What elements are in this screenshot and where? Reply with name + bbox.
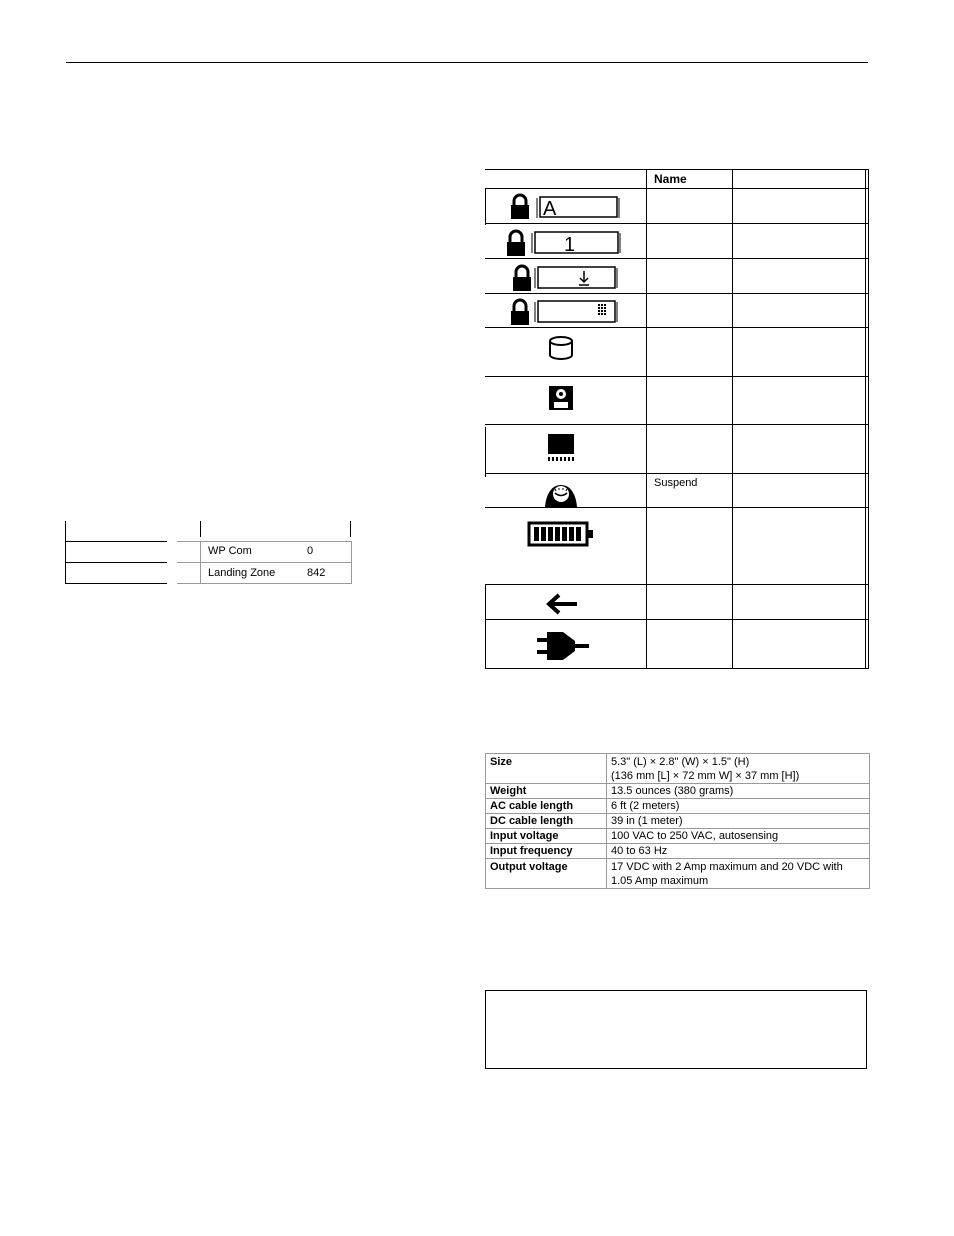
arrow-left-icon (545, 593, 579, 615)
indicator-icon-table (485, 169, 869, 669)
column-header-name: Name (654, 172, 687, 186)
spec-key: Size (486, 754, 607, 784)
wp-com-label: WP Com (208, 545, 252, 557)
spec-row-ac-cable (486, 799, 870, 814)
spec-value: 6 ft (2 meters) (607, 799, 870, 814)
spec-value: 17 VDC with 2 Amp maximum and 20 VDC with 1.05 Amp maximum (607, 859, 870, 889)
suspend-name: Suspend (654, 477, 698, 489)
spec-row-input-frequency (486, 844, 870, 859)
drive-parameter-table (65, 521, 353, 585)
spec-key: Weight (486, 784, 607, 799)
landing-zone-label: Landing Zone (208, 567, 276, 579)
keypad-lock-icon (509, 298, 619, 326)
adapter-spec-table (485, 753, 870, 889)
spec-row-input-voltage (486, 829, 870, 844)
battery-icon (527, 521, 597, 547)
header-rule (66, 62, 868, 63)
diskette-icon (547, 384, 575, 412)
spec-value: 13.5 ounces (380 grams) (607, 784, 870, 799)
caps-lock-icon (509, 194, 621, 220)
spec-value: 100 VAC to 250 VAC, autosensing (607, 829, 870, 844)
memory-card-icon (545, 433, 577, 465)
caps-letter: A (543, 198, 557, 220)
spec-row-dc-cable (486, 814, 870, 829)
num-lock-icon (505, 229, 623, 257)
spec-row-size (486, 754, 870, 784)
spec-row-weight (486, 784, 870, 799)
note-box (485, 990, 867, 1069)
power-plug-icon (537, 629, 591, 663)
spec-value: 39 in (1 meter) (607, 814, 870, 829)
spec-key: DC cable length (486, 814, 607, 829)
spec-key: Output voltage (486, 859, 607, 889)
spec-row-output-voltage (486, 859, 870, 889)
landing-zone-value: 842 (307, 567, 326, 579)
spec-key: Input frequency (486, 844, 607, 859)
spec-key: Input voltage (486, 829, 607, 844)
wp-com-value: 0 (307, 545, 314, 557)
suspend-icon (543, 479, 579, 509)
spec-key: AC cable length (486, 799, 607, 814)
hard-disk-icon (547, 335, 575, 363)
spec-value: 5.3" (L) × 2.8" (W) × 1.5" (H) (136 mm [L] × 72 mm W] × 37 mm [H]) (607, 754, 870, 784)
num-digit: 1 (564, 234, 576, 256)
scroll-lock-icon (511, 264, 619, 292)
spec-value: 40 to 63 Hz (607, 844, 870, 859)
